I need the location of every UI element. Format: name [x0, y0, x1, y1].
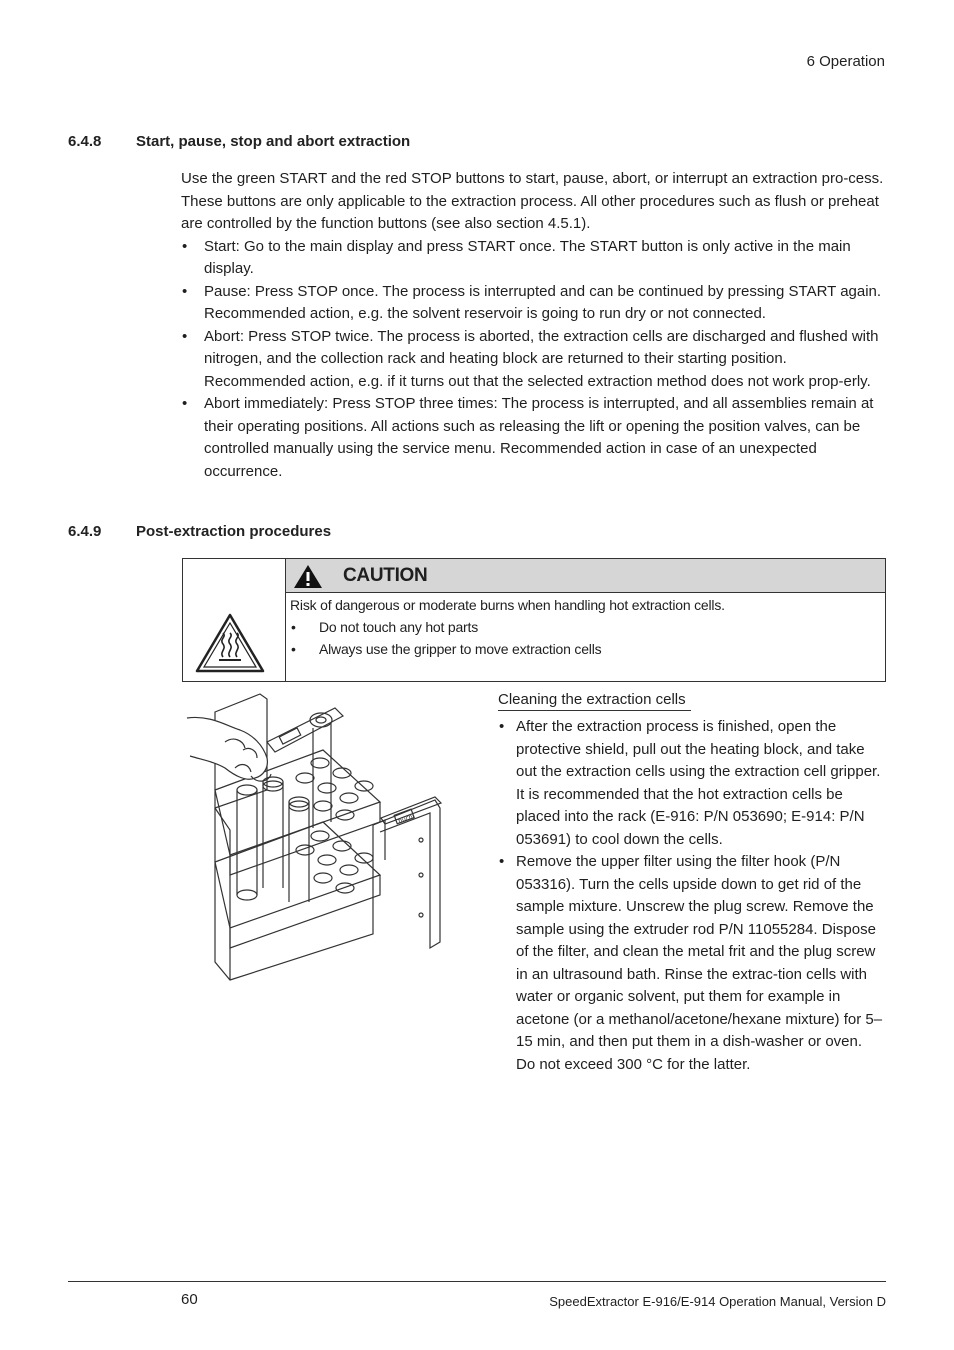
section-number: 6.4.9	[68, 523, 102, 540]
hot-surface-warning-icon	[183, 559, 285, 681]
list-item	[498, 851, 884, 1076]
caution-title: CAUTION	[343, 565, 428, 586]
bullet-icon: •	[499, 853, 505, 870]
bullet-icon: •	[291, 619, 296, 635]
list-item	[290, 619, 877, 635]
cleaning-steps	[498, 716, 884, 1076]
intro-paragraph: Use the green START and the red STOP buttons to start, pause, abort, or interrupt an extraction pro-cess. These buttons are only applicable to the extraction process. All other procedures such as flush or preheat are controlled by the function buttons (see also section 4.5.1).	[181, 170, 884, 232]
caution-bullet-list	[290, 619, 877, 657]
intro-bullet-list	[181, 236, 886, 484]
section-title: Post-extraction procedures	[136, 523, 332, 540]
section-title: Start, pause, stop and abort extraction	[136, 133, 411, 150]
bullet-icon: •	[182, 395, 188, 412]
caution-icon-cell	[183, 559, 286, 681]
list-item	[181, 393, 886, 483]
page-number: 60	[181, 1291, 198, 1308]
list-item-text: Abort: Press STOP twice. The process is aborted, the extraction cells are discharged and flushed with nitrogen, and the collection rack and heating block are returned to their starting position. Recommended action, e.g. if it turns out that the selected extraction method does not work prop-erly.	[204, 327, 879, 390]
bullet-icon: •	[499, 718, 505, 735]
footer-manual-title: SpeedExtractor E-916/E-914 Operation Manual, Version D	[549, 1294, 886, 1309]
list-item-text: After the extraction process is finished, open the protective shield, pull out the heating block, and take out the extraction cells using the extraction cell gripper. It is recommended that the hot extraction cells be placed into the rack (E-916: P/N 053690; E-914: P/N 053691) to cool down the cells.	[516, 718, 881, 848]
caution-box	[182, 558, 886, 682]
running-header: 6 Operation	[806, 53, 885, 70]
rack-illustration	[185, 690, 445, 985]
list-item-text: Always use the gripper to move extraction cells	[319, 641, 602, 657]
warning-exclamation-icon	[293, 564, 323, 589]
intro-block	[181, 168, 886, 483]
footer-divider	[68, 1281, 886, 1282]
list-item	[290, 641, 877, 657]
bullet-icon: •	[182, 282, 188, 300]
section-heading-6-4-8	[68, 133, 410, 150]
list-item-text: Start: Go to the main display and press START once. The START button is only active in the main display.	[204, 237, 851, 277]
list-item	[181, 326, 886, 394]
bullet-icon: •	[182, 327, 188, 345]
section-heading-6-4-9	[68, 523, 331, 540]
cleaning-title: Cleaning the extraction cells	[498, 690, 691, 711]
caution-text: Risk of dangerous or moderate burns when handling hot extraction cells.	[290, 597, 725, 613]
extraction-cell-rack-figure	[185, 690, 445, 985]
bullet-icon: •	[291, 641, 296, 657]
cleaning-bullet-list	[498, 716, 884, 1076]
list-item-text: Remove the upper filter using the filter hook (P/N 053316). Turn the cells upside down to get rid of the sample mixture. Unscrew the plug screw. Remove the sample using the extruder rod P/N 11055284. Dispose of the filter, and clean the metal frit and the plug screw in an ultrasound bath. Rinse the extrac-tion cells with water or organic solvent, put them for example in acetone (or a methanol/acetone/hexane mixture) for 5–15 min, and then put them in a dish-washer or oven. Do not exceed 300 °C for the latter.	[516, 853, 883, 1073]
caution-header	[286, 559, 885, 593]
list-item-text: Abort immediately: Press STOP three times: The process is interrupted, and all assemblies remain at their operating positions. All actions such as releasing the lift or opening the position valves, can be controlled manually using the service menu. Recommended action in case of an unexpected occurrence.	[204, 395, 874, 480]
list-item-text: Pause: Press STOP once. The process is interrupted and can be continued by pressing START again. Recommended action, e.g. the solvent reservoir is going to run dry or not connected.	[204, 282, 882, 322]
list-item-text: Do not touch any hot parts	[319, 619, 479, 635]
list-item	[181, 281, 886, 326]
bullet-icon: •	[182, 237, 188, 255]
list-item	[498, 716, 884, 851]
figure-brand-label: büchi	[397, 812, 416, 825]
caution-body	[290, 597, 877, 657]
list-item	[181, 236, 886, 281]
section-number: 6.4.8	[68, 133, 102, 150]
